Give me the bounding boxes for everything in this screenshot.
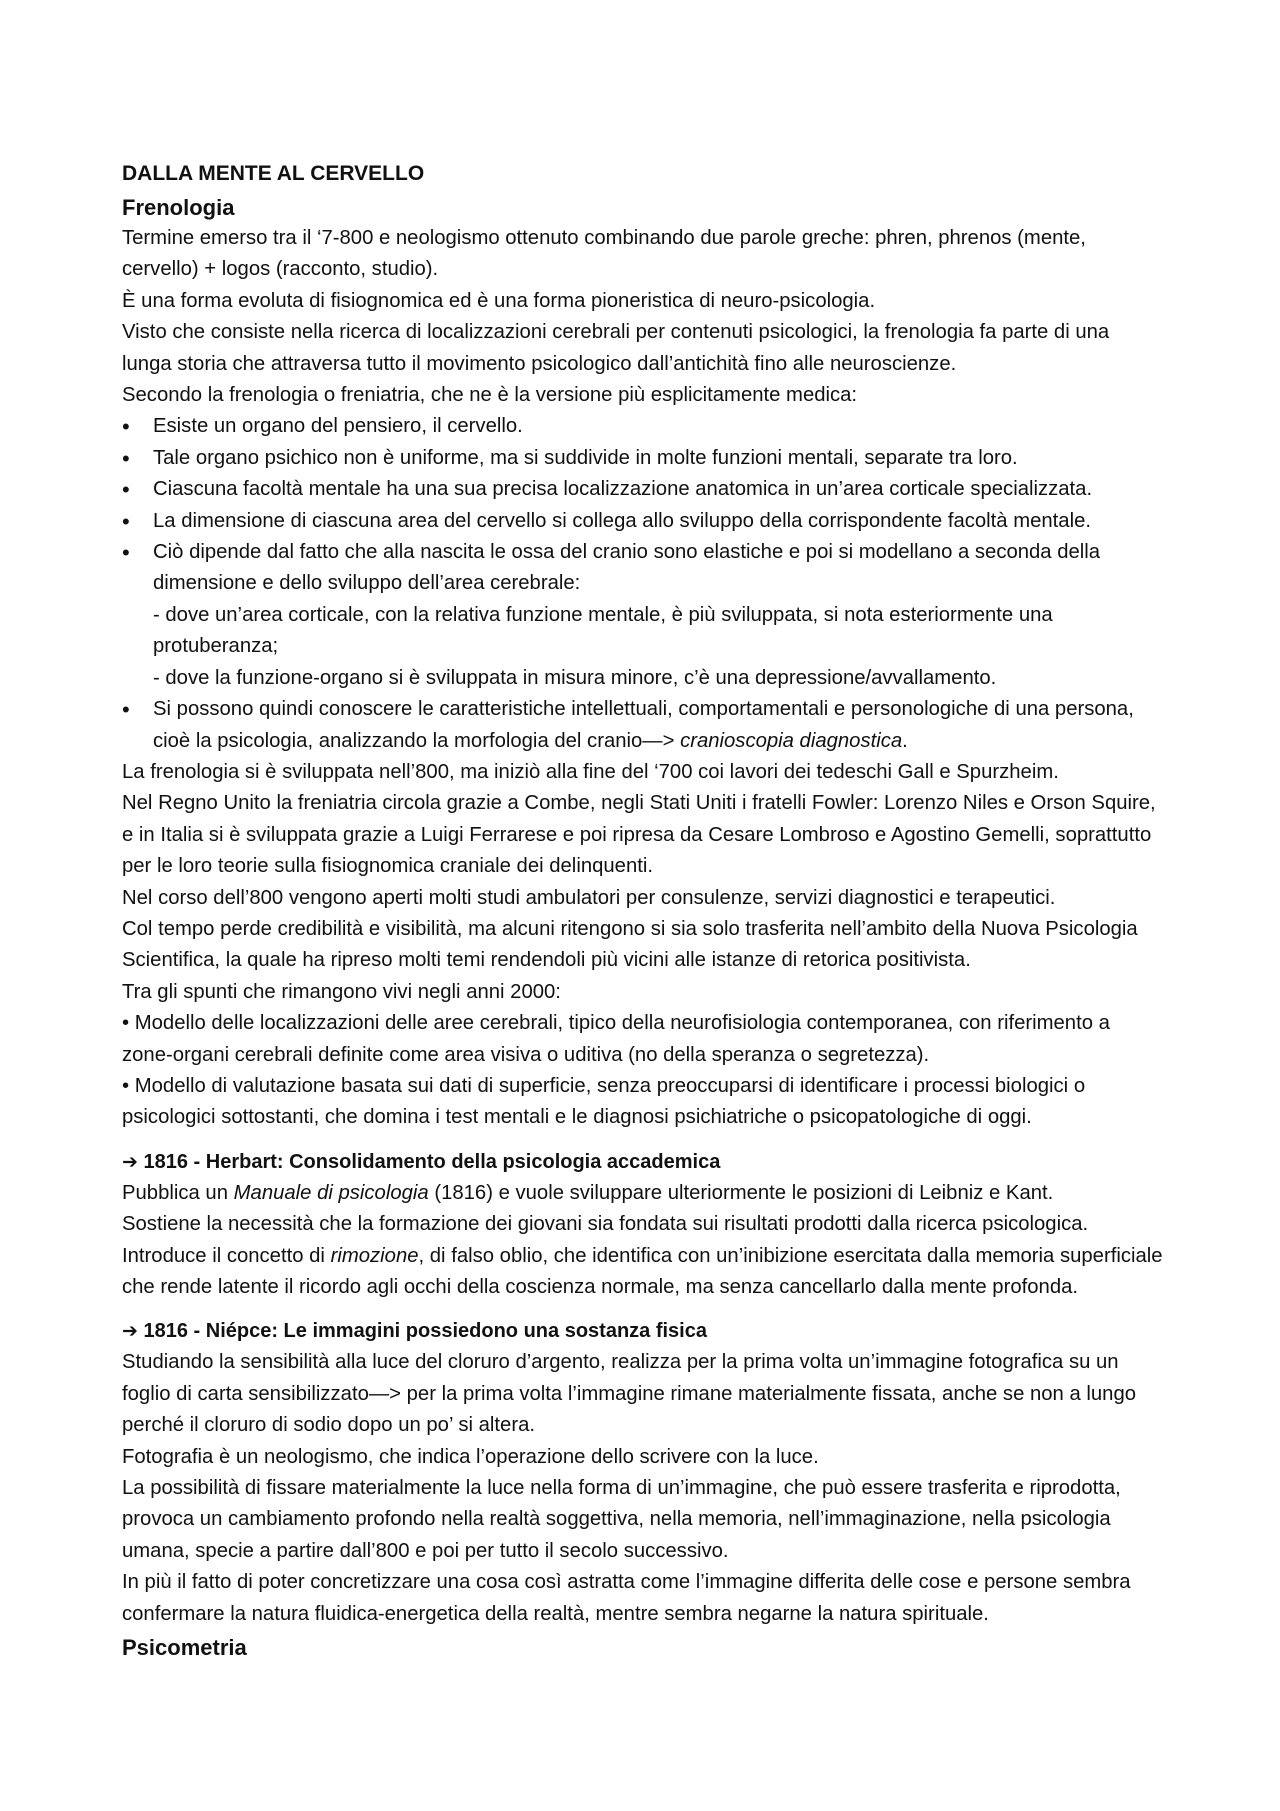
list-item: • Tale organo psichico non è uniforme, ma si suddivide in molte funzioni mentali, separate tra loro. bbox=[122, 443, 1164, 474]
paragraph: Col tempo perde credibilità e visibilità, ma alcuni ritengono si sia solo trasferita nell’ambito della Nuova Psicologia Scientifica, la quale ha ripreso molti temi rendendoli più vicini alle istanze di retorica positivista. bbox=[122, 917, 1138, 972]
list-item: • Esiste un organo del pensiero, il cervello. bbox=[122, 411, 1164, 442]
list-item-text: . bbox=[902, 729, 908, 752]
paragraph: Sostiene la necessità che la formazione dei giovani sia fondata sui risultati prodotti dalla ricerca psicologica. bbox=[122, 1213, 1089, 1236]
section-herbart bbox=[122, 1147, 1164, 1304]
arrow-icon: ➔ bbox=[122, 1320, 138, 1343]
paragraph: Termine emerso tra il ‘7-800 e neologismo ottenuto combinando due parole greche: phren, phrenos (mente, cervello) + logos (racconto, studio). bbox=[122, 227, 1086, 281]
heading-text: 1816 - Niépce: Le immagini possiedono una sostanza fisica bbox=[143, 1320, 707, 1343]
heading-psicometria: Psicometria bbox=[122, 1635, 247, 1661]
heading-herbart bbox=[122, 1147, 1164, 1178]
text-run: Pubblica un bbox=[122, 1181, 234, 1204]
list-item: • Ciascuna facoltà mentale ha una sua precisa localizzazione anatomica in un’area corticale specializzata. bbox=[122, 474, 1164, 505]
paragraph: Nel Regno Unito la freniatria circola grazie a Combe, negli Stati Uniti i fratelli Fowler: Lorenzo Niles e Orson Squire, e in Italia si è sviluppata grazie a Luigi Ferrarese e poi ripresa da Cesare Lombroso e Agostino Gemelli, soprattutto per le loro teorie sulla fisiognomica craniale dei delinquenti. bbox=[122, 792, 1156, 878]
list-item-text: Ciò dipende dal fatto che alla nascita le ossa del cranio sono elastiche e poi si modellano a seconda della dimensione e dello sviluppo dell’area cerebrale: bbox=[153, 541, 1101, 595]
paragraph bbox=[122, 1241, 1164, 1304]
paragraph: • Modello delle localizzazioni delle aree cerebrali, tipico della neurofisiologia contemporanea, con riferimento a zone-organi cerebrali definite come area visiva o uditiva (no della speranza o segretezza). bbox=[122, 1012, 1110, 1066]
paragraph: È una forma evoluta di fisiognomica ed è una forma pioneristica di neuro-psicologia. bbox=[122, 289, 876, 312]
section-frenologia bbox=[122, 192, 1164, 1134]
list-subitem: - dove la funzione-organo si è sviluppata in misura minore, c’è una depressione/avvallamento. bbox=[153, 666, 997, 689]
paragraph: Visto che consiste nella ricerca di localizzazioni cerebrali per contenuti psicologici, la frenologia fa parte di una lunga storia che attraversa tutto il movimento psicologico dall’antichità fino alle neuroscienze. bbox=[122, 321, 1110, 375]
paragraph bbox=[122, 1178, 1164, 1209]
heading-text: 1816 - Herbart: Consolidamento della psicologia accademica bbox=[143, 1150, 721, 1173]
list-item-text: Si possono quindi conoscere le caratteristiche intellettuali, comportamentali e personologiche di una persona, cioè la psicologia, analizzando la morfologia del cranio—> bbox=[153, 698, 1134, 752]
list-item bbox=[122, 694, 1164, 757]
document-title: DALLA MENTE AL CERVELLO bbox=[122, 162, 425, 185]
list-item bbox=[122, 537, 1164, 694]
arrow-icon: ➔ bbox=[122, 1150, 138, 1173]
paragraph: In più il fatto di poter concretizzare una cosa così astratta come l’immagine differita delle cose e persone sembra confermare la natura fluidica-energetica della realtà, mentre sembra negarne la natura spirituale. bbox=[122, 1571, 1131, 1625]
text-run: , di falso oblio, che identifica con un’inibizione esercitata dalla memoria superficiale che rende latente il ricordo agli occhi della coscienza normale, ma senza cancellarlo dalla mente profonda. bbox=[122, 1244, 1163, 1298]
paragraph: • Modello di valutazione basata sui dati di superficie, senza preoccuparsi di identificare i processi biologici o psicologici sottostanti, che domina i test mentali e le diagnosi psichiatriche o psicopatologiche di oggi. bbox=[122, 1074, 1086, 1129]
italic-title: Manuale di psicologia bbox=[233, 1181, 429, 1204]
text-run: (1816) e vuole sviluppare ulteriormente le posizioni di Leibniz e Kant. bbox=[428, 1181, 1054, 1204]
section-niepce bbox=[122, 1316, 1164, 1630]
paragraph: Nel corso dell’800 vengono aperti molti studi ambulatori per consulenze, servizi diagnostici e terapeutici. bbox=[122, 886, 1056, 909]
italic-term: cranioscopia diagnostica bbox=[680, 729, 903, 752]
heading-frenologia: Frenologia bbox=[122, 195, 235, 220]
paragraph: Fotografia è un neologismo, che indica l’operazione dello scrivere con la luce. bbox=[122, 1445, 819, 1468]
text-run: Introduce il concetto di bbox=[122, 1244, 331, 1267]
paragraph: La possibilità di fissare materialmente la luce nella forma di un’immagine, che può essere trasferita e riprodotta, provoca un cambiamento profondo nella realtà soggettiva, nella memoria, nell’immaginazione, nella psicologia umana, specie a partire dall’800 e poi per tutto il secolo successivo. bbox=[122, 1477, 1121, 1562]
heading-niepce bbox=[122, 1316, 1164, 1347]
paragraph: La frenologia si è sviluppata nell’800, ma iniziò alla fine del ‘700 coi lavori dei tedeschi Gall e Spurzheim. bbox=[122, 760, 1059, 783]
paragraph: Tra gli spunti che rimangono vivi negli anni 2000: bbox=[122, 980, 561, 1003]
paragraph: Studiando la sensibilità alla luce del cloruro d’argento, realizza per la prima volta un’immagine fotografica su un foglio di carta sensibilizzato—> per la prima volta l’immagine rimane materialmente fissata, anche se non a lungo perché il cloruro di sodio dopo un po’ si altera. bbox=[122, 1351, 1137, 1437]
list-item: • La dimensione di ciascuna area del cervello si collega allo sviluppo della corrispondente facoltà mentale. bbox=[122, 506, 1164, 537]
bullet-list bbox=[122, 411, 1164, 756]
list-subitem: - dove un’area corticale, con la relativa funzione mentale, è più sviluppata, si nota esteriormente una protuberanza; bbox=[153, 603, 1053, 658]
paragraph: Secondo la frenologia o freniatria, che ne è la versione più esplicitamente medica: bbox=[122, 384, 858, 407]
italic-term: rimozione bbox=[330, 1244, 419, 1267]
